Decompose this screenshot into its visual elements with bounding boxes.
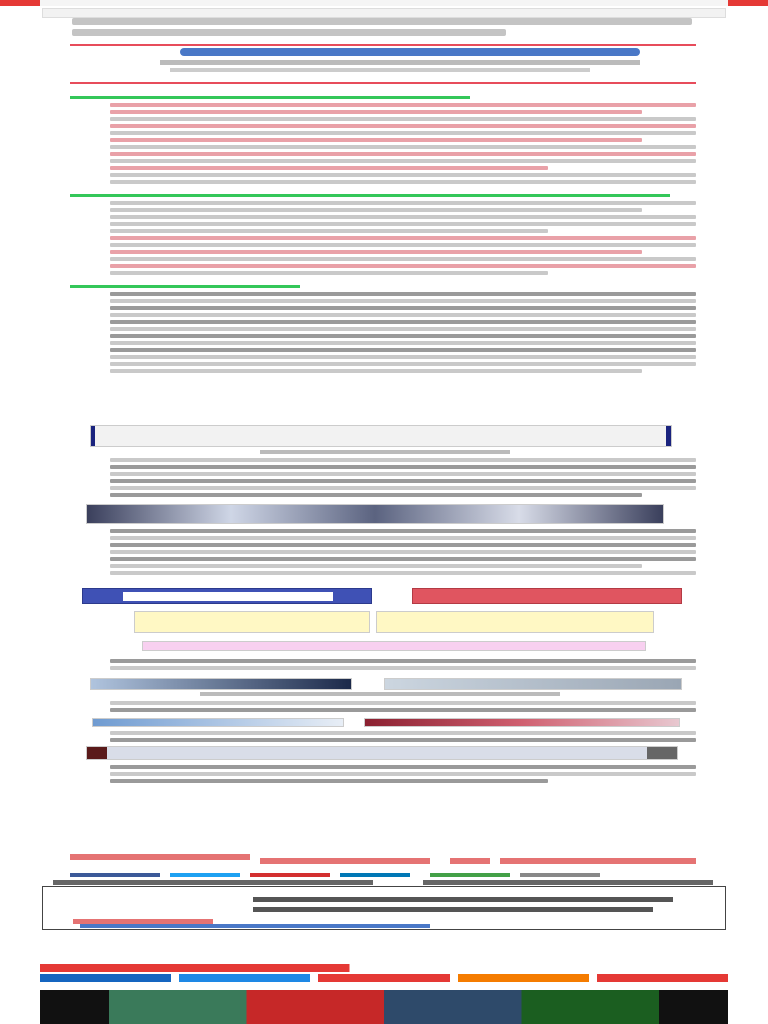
- thumbnail-4[interactable]: [364, 718, 680, 727]
- highlight-bar: [142, 641, 646, 651]
- page-title: [72, 18, 692, 40]
- paragraph: [70, 103, 696, 184]
- category-tab[interactable]: [40, 974, 171, 982]
- paragraph: [70, 292, 696, 373]
- figure-caption: [260, 450, 510, 454]
- article-body-6: [70, 728, 696, 745]
- share-button[interactable]: [520, 873, 600, 877]
- read-online-button[interactable]: [412, 588, 682, 604]
- section-heading-1: [70, 96, 470, 99]
- related-link[interactable]: [500, 858, 696, 864]
- title-line: [72, 18, 692, 25]
- article-body-7: [70, 762, 696, 786]
- figure-banner: [86, 746, 678, 760]
- title-line: [72, 29, 506, 36]
- paragraph: [70, 201, 696, 275]
- share-button[interactable]: [70, 873, 160, 877]
- share-buttons: [70, 873, 630, 877]
- article-body: [70, 90, 696, 376]
- article-body-3: [70, 526, 696, 578]
- share-button[interactable]: [430, 873, 510, 877]
- thumbnail-3[interactable]: [92, 718, 344, 727]
- share-button[interactable]: [340, 873, 410, 877]
- note-box-right: [376, 611, 654, 633]
- download-button[interactable]: [82, 588, 372, 604]
- related-link[interactable]: [70, 854, 250, 860]
- thumbnail-1[interactable]: [90, 678, 352, 690]
- related-link[interactable]: [450, 858, 490, 864]
- meta-line: [160, 60, 640, 65]
- category-tab[interactable]: [318, 974, 449, 982]
- figure-photo: [86, 504, 664, 524]
- breadcrumb: [42, 8, 726, 18]
- top-nav-bar: [0, 0, 768, 6]
- article-body-4: [70, 656, 696, 673]
- comment-link[interactable]: [80, 924, 430, 928]
- title-divider: [70, 44, 696, 46]
- figure-diagram: [90, 425, 672, 447]
- meta-line: [170, 68, 590, 72]
- related-link[interactable]: [260, 858, 430, 864]
- section-title-bar: [40, 964, 728, 972]
- share-button[interactable]: [170, 873, 240, 877]
- top-nav-inner: [40, 0, 728, 6]
- related-links: [70, 854, 696, 874]
- section-heading-3: [70, 285, 300, 288]
- category-tabs: [40, 974, 728, 982]
- form-text: [253, 907, 653, 912]
- category-tab[interactable]: [597, 974, 728, 982]
- share-button[interactable]: [250, 873, 330, 877]
- article-body-2: [70, 455, 696, 500]
- featured-image-strip[interactable]: [40, 990, 728, 1024]
- category-tab[interactable]: [179, 974, 310, 982]
- category-tab[interactable]: [458, 974, 589, 982]
- article-body-5: [70, 698, 696, 715]
- content-divider: [70, 82, 696, 84]
- section-heading-2: [70, 194, 670, 197]
- form-label: [423, 880, 713, 885]
- thumbnail-2[interactable]: [384, 678, 682, 690]
- form-label: [53, 880, 373, 885]
- note-box-left: [134, 611, 370, 633]
- author-meta-bar[interactable]: [180, 48, 640, 56]
- form-text: [253, 897, 673, 902]
- thumbnail-caption: [200, 692, 560, 696]
